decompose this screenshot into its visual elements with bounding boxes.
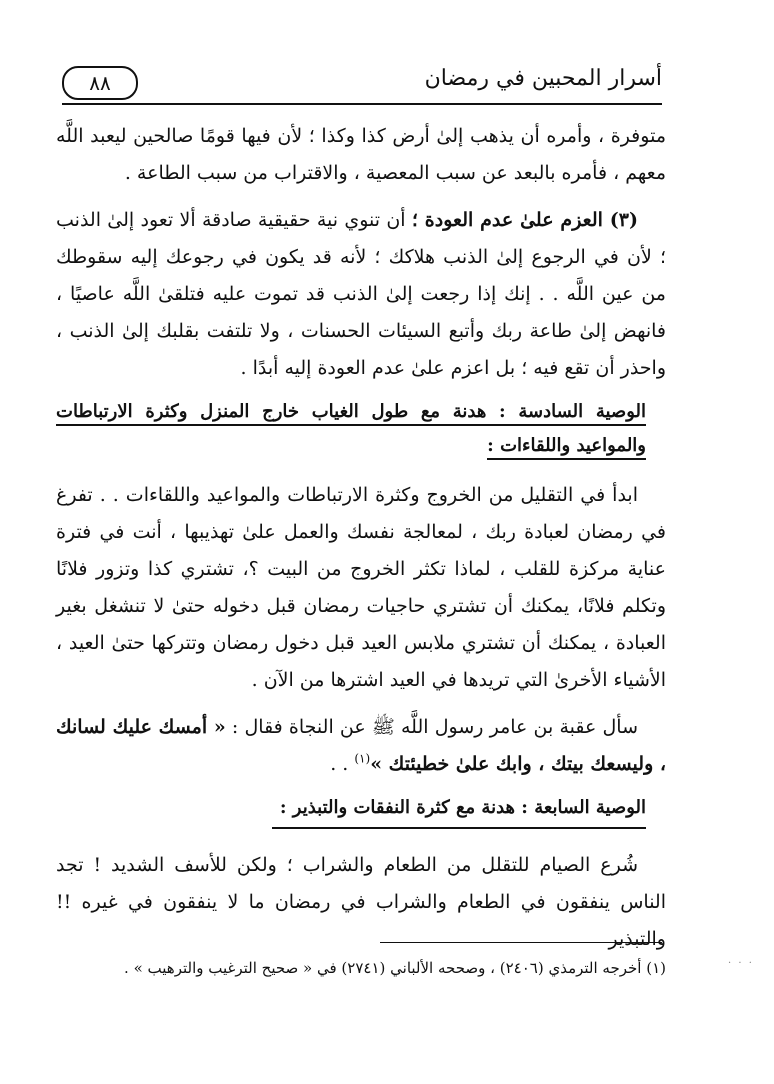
hadith-quote: « أمسك عليك لسانك ، وليسعك بيتك ، وابك علىٰ خطيئتك » <box>56 716 666 775</box>
page-number-badge: ٨٨ <box>62 66 138 100</box>
page-body <box>56 118 666 958</box>
paragraph-hadith: سأل عقبة بن عامر رسول اللَّه ﷺ عن النجاة فقال : « أمسك عليك لسانك ، وليسعك بيتك ، وابك علىٰ خطيئتك »$^{(١)}$ . . <box>56 716 666 775</box>
point-lead: (٣) العزم علىٰ عدم العودة ؛ <box>411 209 638 231</box>
footnote-marker: (١) <box>354 751 371 766</box>
page-header <box>62 60 662 102</box>
point-text: أن تنوي نية حقيقية صادقة ألا تعود إلىٰ الذنب ؛ لأن في الرجوع إلىٰ الذنب هلاكك ؛ لأنه قد يكون في رجوعك إليه سقوطك من عين اللَّه . . إنك إذا رجعت إلىٰ الذنب قد تموت عليه فتلقىٰ اللَّه عاصيًا ، فانهض إلىٰ طاعة ربك وأتبع السيئات الحسنات ، ولا تلتفت بقلبك إلىٰ الذنب ، واحذر أن تقع فيه ؛ بل اعزم علىٰ عدم العودة إليه أبدًا . <box>56 209 666 379</box>
footnote: (١) أخرجه الترمذي (٢٤٠٦) ، وصححه الألباني (٢٧٤١) في « صحيح الترغيب والترهيب » . <box>124 959 666 977</box>
paragraph-spending: شُرع الصيام للتقلل من الطعام والشراب ؛ ولكن للأسف الشديد ! تجد الناس ينفقون في الطعام والشراب في رمضان ما لا ينفقون في غيره !! والتبذير <box>56 854 666 950</box>
paragraph-going-out: ابدأ في التقليل من الخروج وكثرة الارتباطات والمواعيد واللقاءات . . تفرغ في رمضان لعبادة ربك ، لمعالجة نفسك والعمل علىٰ تهذيبها ، أنت في فترة عناية مركزة للقلب ، لماذا تكثر الخروج من البيت ؟، تشتري كذا وتزور فلانًا وتكلم فلانًا، يمكنك أن تشتري حاجيات رمضان قبل دخوله حتىٰ لا تنشغل بغير العبادة ، يمكنك أن تشتري ملابس العيد قبل دخول رمضان وتتركها حتىٰ العيد ، الأشياء الأخرىٰ التي تريدها في العيد اشترها من الآن . <box>56 484 666 691</box>
header-divider <box>62 103 662 105</box>
paragraph-continuation: متوفرة ، وأمره أن يذهب إلىٰ أرض كذا وكذا ؛ لأن فيها قومًا صالحين ليعبد اللَّه معهم ، فأمره بالبعد عن سبب المعصية ، والاقتراب من سبب الطاعة . <box>56 125 666 184</box>
scan-artifact: · · · <box>728 958 754 969</box>
section-heading-seven: الوصية السابعة : هدنة مع كثرة النفقات والتبذير : <box>272 791 646 829</box>
footnote-divider <box>380 942 662 943</box>
running-title: أسرار المحبين في رمضان <box>424 66 662 91</box>
paragraph-resolve <box>56 202 666 387</box>
section-heading-six: الوصية السادسة : هدنة مع طول الغياب خارج المنزل وكثرة الارتباطات والمواعيد واللقاءات : <box>56 395 666 463</box>
